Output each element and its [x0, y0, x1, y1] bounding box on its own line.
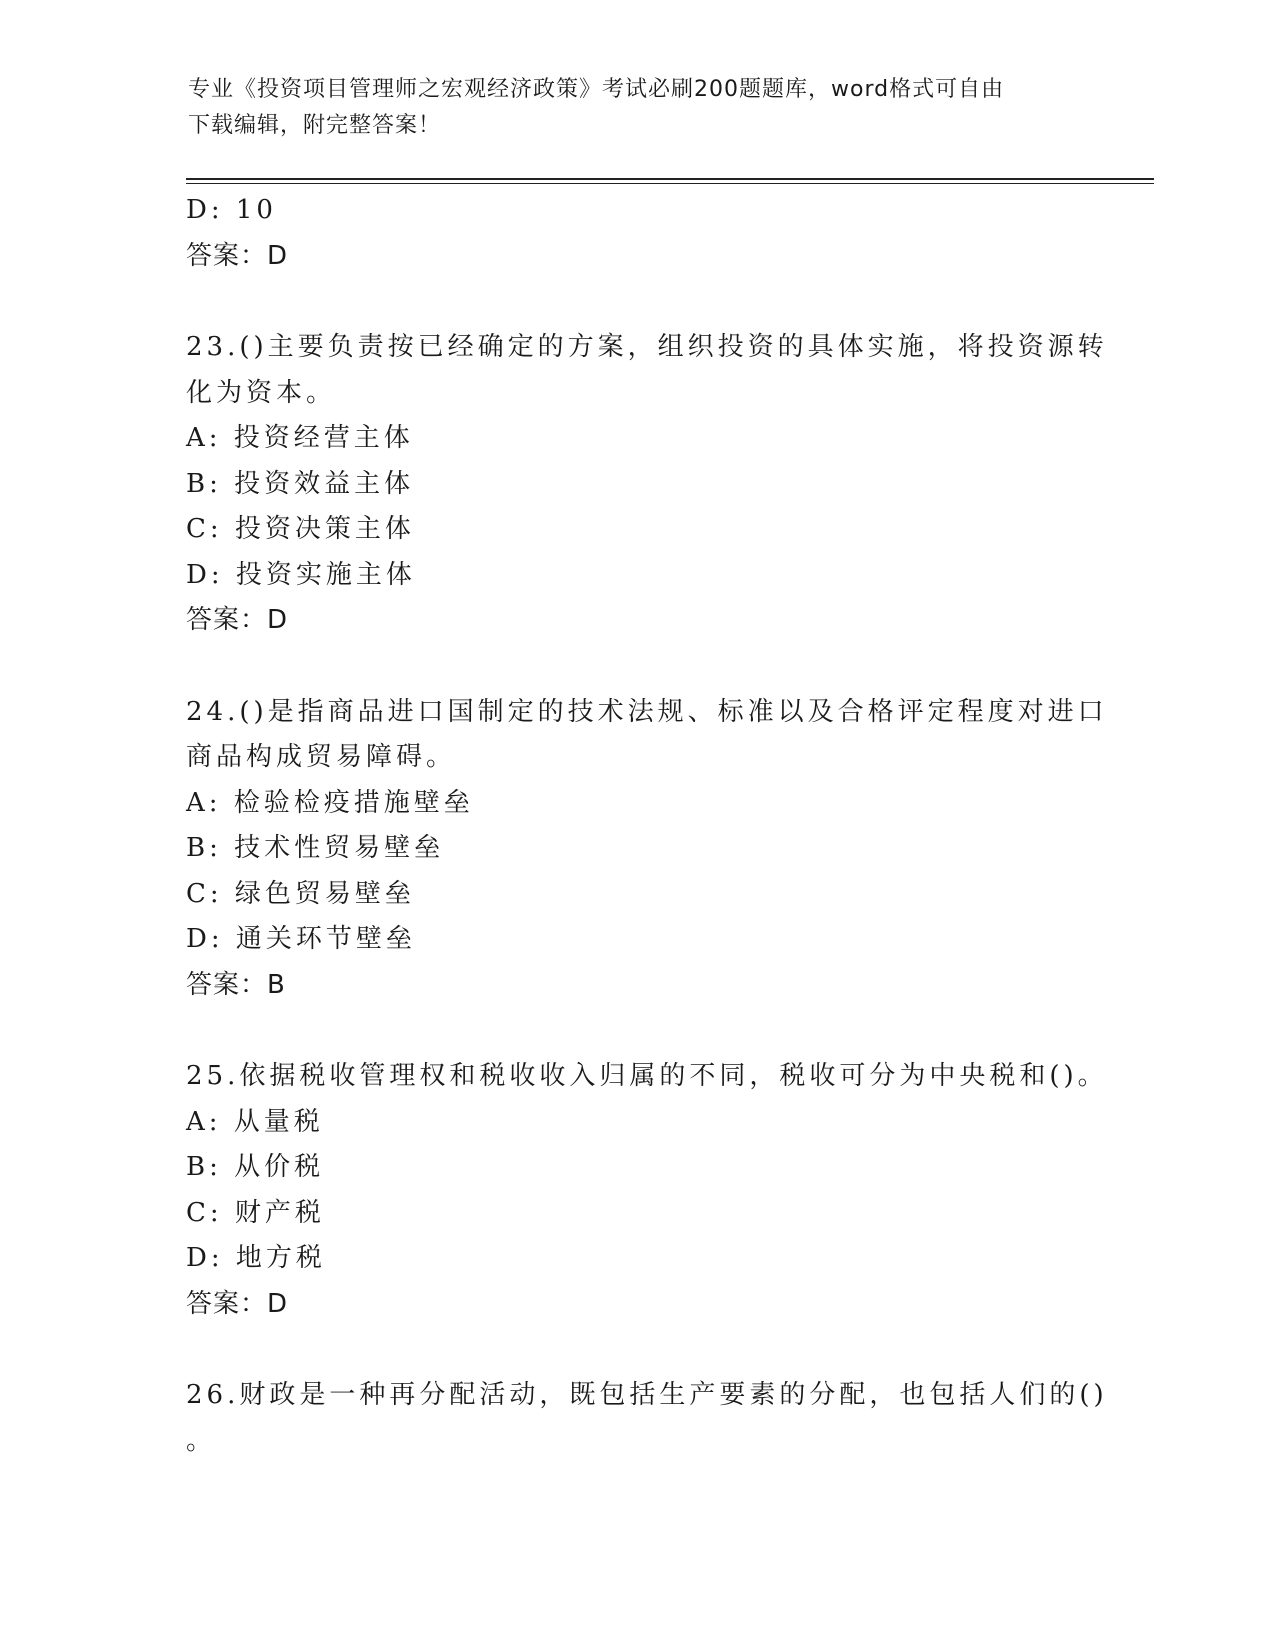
option-a: A: 检验检疫措施壁垒	[186, 787, 474, 818]
answer: 答案：D	[186, 605, 289, 635]
option-c: C: 绿色贸易壁垒	[186, 878, 415, 909]
question-text: 26.财政是一种再分配活动，既包括生产要素的分配，也包括人们的()	[186, 1380, 1108, 1410]
option-b: B: 从价税	[186, 1152, 325, 1182]
spacer	[186, 1327, 1086, 1373]
question-text: 23.()主要负责按已经确定的方案，组织投资的具体实施，将投资源转	[186, 332, 1108, 362]
spacer	[186, 1008, 1086, 1054]
option-a: A: 从量税	[186, 1106, 324, 1137]
option-d: D: 10	[186, 195, 277, 225]
question-24	[186, 690, 1108, 1009]
question-text-continued: 。	[186, 1425, 217, 1456]
question-23	[186, 325, 1108, 644]
spacer	[186, 644, 1086, 690]
option-b: B: 投资效益主体	[186, 468, 415, 499]
spacer	[186, 279, 1086, 325]
document-body	[186, 188, 1108, 1464]
option-c: C: 投资决策主体	[186, 514, 415, 544]
option-b: B: 技术性贸易壁垒	[186, 833, 445, 863]
question-text: 24.()是指商品进口国制定的技术法规、标准以及合格评定程度对进口	[186, 696, 1108, 727]
header-line-1: 专业《投资项目管理师之宏观经济政策》考试必刷200题题库，word格式可自由	[188, 77, 1005, 102]
question-22-tail	[186, 188, 1086, 279]
option-d: D: 地方税	[186, 1243, 326, 1273]
answer: 答案：D	[186, 240, 289, 271]
question-25	[186, 1054, 1108, 1327]
answer: 答案：D	[186, 1288, 289, 1319]
document-header	[188, 72, 1068, 144]
header-divider-thick	[186, 178, 1154, 180]
question-26	[186, 1373, 1108, 1464]
question-text-continued: 商品构成贸易障碍。	[186, 742, 457, 772]
answer: 答案：B	[186, 969, 286, 1000]
option-d: D: 投资实施主体	[186, 559, 416, 590]
header-divider-thin	[186, 183, 1154, 184]
option-c: C: 财产税	[186, 1197, 325, 1228]
option-d: D: 通关环节壁垒	[186, 924, 416, 954]
question-text-continued: 化为资本。	[186, 377, 337, 408]
option-a: A: 投资经营主体	[186, 423, 414, 453]
header-line-2: 下载编辑，附完整答案！	[188, 113, 442, 138]
question-text: 25.依据税收管理权和税收收入归属的不同，税收可分为中央税和()。	[186, 1061, 1108, 1091]
